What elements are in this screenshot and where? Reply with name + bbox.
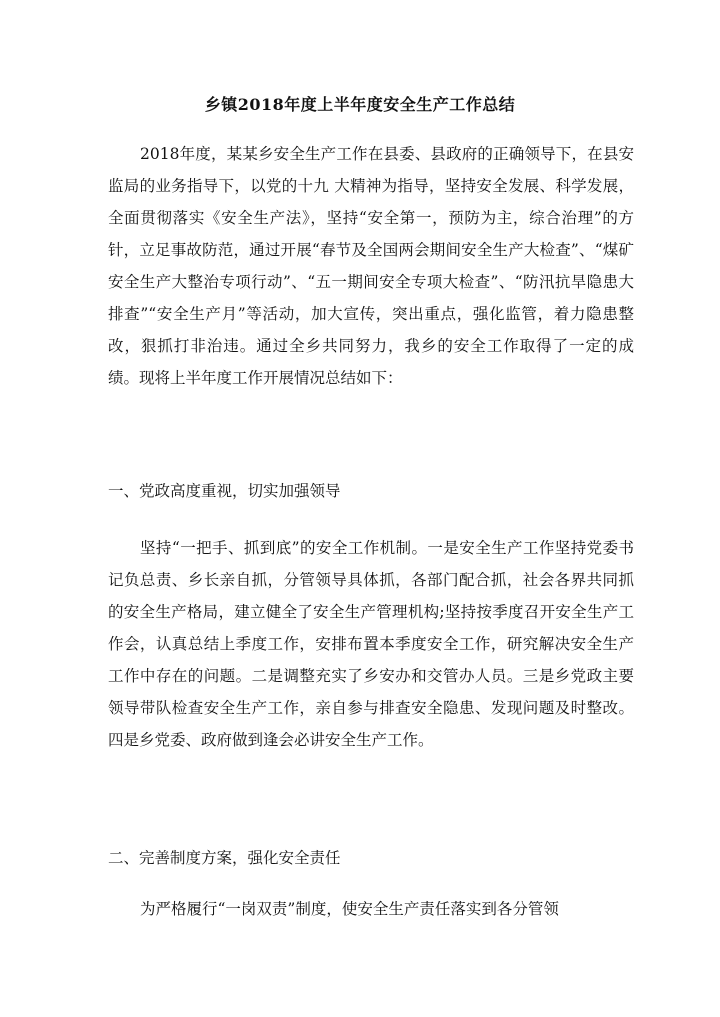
document-title: 乡镇2018年度上半年度安全生产工作总结 [204, 95, 516, 114]
section-heading-1: 一、党政高度重视，切实加强领导 [108, 482, 341, 500]
section-1-paragraph: 坚持“一把手、抓到底”的安全工作机制。一是安全生产工作坚持党委书记负总责、乡长亲自抓，分管领导具体抓，各部门配合抓，社会各界共同抓的安全生产格局，建立健全了安全生产管理机构;坚持按季度召开安全生产工作会，认真总结上季度工作，安排布置本季度安全工作，研究解决安全生产工作中存在的问题。二是调整充实了乡安办和交管办人员。三是乡党政主要领导带队检查安全生产工作，亲自参与排查安全隐患、发现问题及时整改。四是乡党委、政府做到逢会必讲安全生产工作。 [108, 539, 634, 749]
section-2-paragraph: 为严格履行“一岗双责”制度，使安全生产责任落实到各分管领 [140, 900, 559, 918]
intro-paragraph: 2018年度，某某乡安全生产工作在县委、县政府的正确领导下，在县安监局的业务指导下，以党的十九 大精神为指导，坚持安全发展、科学发展，全面贯彻落实《安全生产法》，坚持“安全第一，预防为主，综合治理”的方针，立足事故防范，通过开展“春节及全国两会期间安全生产大检查”、“煤矿安全生产大整治专项行动”、“五一期间安全专项大检查”、“防汛抗旱隐患大排查”“安全生产月”等活动，加大宣传，突出重点，强化监管，着力隐患整改，狠抓打非治违。通过全乡共同努力，我乡的安全工作取得了一定的成绩。现将上半年度工作开展情况总结如下： [108, 145, 634, 387]
section-heading-2: 二、完善制度方案，强化安全责任 [108, 849, 341, 867]
